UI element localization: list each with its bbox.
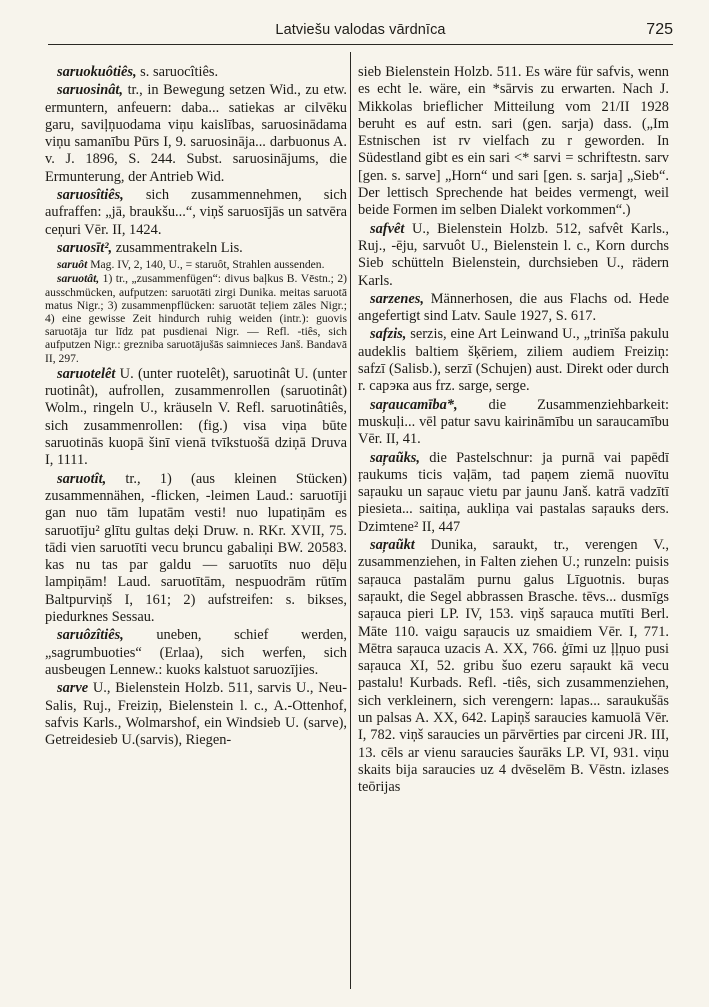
dictionary-entry — [358, 291, 669, 326]
entry-definition: serzis, eine Art Leinwand U., „trinīša pakulu audeklis baltiem šķēriem, ziliem audiem Freiziņ: safzī (Salisb.), serzī (Schujen) aust. Direkt oder durch r. сарэка aus frz. sarge, serge. — [358, 326, 669, 395]
dictionary-entry — [45, 187, 347, 239]
headword: safvêt — [370, 220, 405, 237]
entry-definition: sich zusammennehmen, sich aufraffen: „jā, braukšu...“, viņš saruosījās un satvēra ceņuri Vēr. II, 1424. — [45, 187, 347, 238]
column-divider — [350, 52, 351, 989]
headword: saruotelêt — [57, 365, 116, 382]
dictionary-entry — [358, 221, 669, 290]
dictionary-entry — [45, 471, 347, 627]
page-header — [48, 22, 673, 45]
entry-definition: U. (unter ruotelêt), saruotinât U. (unter ruotinât), aufrollen, zusammenrollen (saruotinât) Wolm., ringeln U., kräuseln V. Refl. saruotinâtiês, sich zusammenrollen: (fig.) visa viņa būte saruotinās kuopā šinī vienā tvīkstuošā dziņā Druva I, 1111. — [45, 365, 347, 469]
entry-definition: U., Bielenstein Holzb. 512, safvêt Karls., Ruj., -ēju, sarvuôt U., Bielenstein l. c., Korn durchs Sieb schütteln Bielenstein, durchsieben U., rädern Karls. — [358, 220, 669, 289]
headword: sarzenes, — [370, 290, 424, 307]
dictionary-entry — [45, 82, 347, 186]
dictionary-entry — [45, 680, 347, 749]
headword: saŗaucamība*, — [370, 396, 458, 413]
entry-definition: uneben, schief werden, „sagrumbuoties“ (Erlaa), sich werfen, sich ausbeugen Lennew.: kuoks kalstuot saruozījies. — [45, 627, 347, 678]
headword: saŗaũkt — [370, 537, 415, 554]
entry-definition: sieb Bielenstein Holzb. 511. Es wäre für safvis, wenn es echt le. wäre, ein *sārvis zu erwarten. Nach J. Mikkolas brieflicher Mitteilung vom 21/II 1928 beruht es auf estn. sari (gen. sarja) dass. („Im Estnischen ist rv vielfach zu r geworden. In Südestland gibt es ein sari <* sarvi = schriftestn. sarv [gen. s. sarve] „Horn“ und sari [gen. s. sarja] „Sieb“. Der lettisch Sprechende hat beides vermengt, weil beide Formen im selben Dialekt vorkommen“.) — [358, 64, 669, 219]
page-number: 725 — [646, 21, 673, 38]
right-column — [358, 64, 669, 994]
dictionary-entry — [45, 627, 347, 679]
headword: saruosinât, — [57, 82, 123, 99]
dictionary-entry — [45, 366, 347, 470]
headword: saruotât, — [57, 272, 100, 286]
entry-definition: die Pastelschnur: ja purnā vai papēdī ŗaukums ticis vaļām, tad paņem ziemā nuovītu saŗauku un saŗauc vietu par jaunu Janš. katrā vadzītī piesieta... saitiņa, aukliņa vai pastalas saŗauks ders. Dzimtene² II, 447 — [358, 449, 669, 535]
dictionary-entry — [358, 397, 669, 449]
entry-definition: tr., 1) (aus kleinen Stücken) zusammennähen, -flicken, -leimen Laud.: saruotīji gan nuo tām lupatām vesti! nuo lupatiņām es saruotīju² glītu gultas deķi Druw. n. RKr. XVII, 75. tādi vien saruotīti vecu bruncu gabaliņi BW. 20583. kas nu tas par galdu — saruotīts nuo dēļu lampiņām! Laud. saruotītām, nespuodrām rūtīm Baltpurviņš I, 161; 2) aufstreifen: s. bikses, piedurknes Sessau. — [45, 470, 347, 626]
entry-definition: U., Bielenstein Holzb. 511, sarvis U., Neu-Salis, Ruj., Freiziņ, Bielenstein l. c., A.-Ottenhof, safvis Karls., Wolmarshof, ein Windsieb U. (sarve), Getreidesieb U.(sarvis), Riegen- — [45, 680, 347, 749]
entry-definition: die Zusammenziehbarkeit: muskuļi... vēl patur savu kairināmību un saraucamību Vēr. II, 41. — [358, 396, 669, 448]
left-column — [45, 64, 347, 994]
dictionary-entry — [45, 272, 347, 364]
entry-definition: zusammentrakeln Lis. — [112, 239, 243, 256]
headword: saruôzîtiês, — [57, 627, 124, 644]
headword: safzis, — [370, 326, 407, 343]
headword: saruotît, — [57, 470, 107, 487]
entry-definition: Männerhosen, die aus Flachs od. Hede angefertigt sind Latv. Saule 1927, S. 617. — [358, 290, 669, 325]
dictionary-entry — [358, 450, 669, 536]
entry-definition: tr., in Bewegung setzen Wid., zu etw. ermuntern, anfeuern: daba... satiekas ar cilvēku garu, saviļņuodama viņu kaislības, saruosinādama viņu samanību Pūrs I, 9. saruosināja... darbuonus A. v. J. 1896, S. 244. Subst. saruosinājums, die Ermunterung, der Antrieb Wid. — [45, 82, 347, 185]
headword: saruôt — [57, 258, 88, 272]
entry-definition: Mag. IV, 2, 140, U., = staruôt, Strahlen aussenden. — [87, 258, 325, 272]
dictionary-entry — [45, 258, 347, 271]
headword: sarve — [57, 680, 89, 697]
headword: saruosīt², — [57, 239, 113, 256]
dictionary-entry — [358, 537, 669, 796]
entry-definition: s. saruocîtiês. — [136, 64, 219, 80]
dictionary-entry — [358, 326, 669, 395]
dictionary-entry — [45, 64, 347, 81]
entry-definition: Dunika, saraukt, tr., verengen V., zusammenziehen, in Falten ziehen U.; runzeln: puisis saŗauca pastalām purnu galus Līguotnis. buŗas saŗaukt, die Segel abbrassen Brasche. tēvs... dusmīgs saŗauca pieri LP. IV, 153. viņš saŗauca mutīti Berl. Māte 110. vaigu saŗaucis uz smaidiem Vēr. I, 771. Mētra saŗauca uzacis A. XX, 766. ģīmi uz ļļņuo pusi saŗauca XI, 52. gribu šuo ezeru saŗaukt kā vecu pastalu! Kurbads. Refl. -tiês, sich zusammenziehen, sich verkleinern, sich verengern: lapas... saraukušās un palsas A. XX, 642. Lapiņš saraucies kamuolā Vēr. I, 782. viņš saraucies un pārvērties par circeni JR. III, 13. cēls ar vienu saraucies šaurāks LP. VI, 931. viņu skaits bija saraucies uz 4 dvēselēm B. Vēstn. izlases teōrijas — [358, 537, 669, 796]
headword: saŗaũks, — [370, 449, 420, 466]
dictionary-entry — [358, 64, 669, 220]
page-title: Latviešu valodas vārdnīca — [275, 22, 446, 38]
dictionary-entry — [45, 240, 347, 257]
entry-definition: 1) tr., „zusammenfügen“: divus baļkus B. Vēstn.; 2) ausschmücken, aufputzen: saruotāti zirgi Dunika. meitas saruotā matus Nigr.; 3) zusammenpflücken: saruotāt teļiem zāles Nigr.; 4) eine gewisse Zeit hindurch ruhig weiden (intr.): guovis saruotāja tur līdz pat pusdienai Nigr. — Refl. -tiês, sich aufputzen Nigr.: grezniba saruotājušās saimnieces Janš. Bandavā II, 297. — [45, 272, 347, 365]
headword: saruokuôtiês, — [57, 64, 137, 80]
headword: saruosîtiês, — [57, 187, 124, 204]
